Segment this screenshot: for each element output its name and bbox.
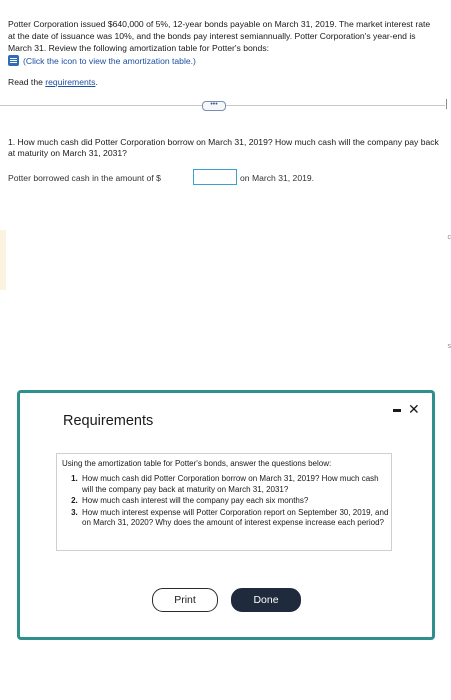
- table-icon[interactable]: [8, 55, 19, 66]
- requirement-item: 3. How much interest expense will Potter Corporation report on September 30, 2019, and on March 31, 2020? Why does the amount of interest expense increase each period?: [80, 508, 390, 529]
- question-1: 1. How much cash did Potter Corporation borrow on March 31, 2019? How much cash will the company pay back at maturity on March 31, 2031?: [8, 137, 439, 158]
- requirements-lead: Using the amortization table for Potter's bonds, answer the questions below:: [62, 459, 332, 468]
- close-icon[interactable]: ✕: [408, 401, 420, 417]
- read-suffix: .: [95, 77, 98, 87]
- requirements-list: [62, 474, 390, 530]
- read-prefix: Read the: [8, 77, 46, 87]
- problem-statement: Potter Corporation issued $640,000 of 5%, 12-year bonds payable on March 31, 2019. The market interest rate at the date of issuance was 10%, and the bonds pay interest semiannually. Potter Corporation's year-end is March 31. Review the following amortization table for Potter's bonds:: [8, 19, 431, 53]
- answer-suffix: on March 31, 2019.: [240, 173, 315, 183]
- minimize-icon[interactable]: [393, 409, 401, 412]
- divider-edge-mark: [446, 99, 447, 109]
- done-button[interactable]: Done: [231, 588, 301, 612]
- expand-button[interactable]: •••: [202, 101, 226, 111]
- amortization-table-link[interactable]: [8, 55, 196, 66]
- amortization-table-link-text[interactable]: (Click the icon to view the amortization table.): [23, 55, 196, 66]
- left-edge-highlight: [0, 230, 6, 290]
- requirements-dialog: [17, 390, 435, 640]
- side-mark-bottom: s: [447, 343, 451, 350]
- requirements-link[interactable]: requirements: [45, 77, 96, 87]
- answer-prefix: Potter borrowed cash in the amount of $: [8, 173, 161, 183]
- print-button[interactable]: Print: [152, 588, 218, 612]
- requirement-item: 1. How much cash did Potter Corporation borrow on March 31, 2019? How much cash will the company pay back at maturity on March 31, 2031?: [80, 474, 390, 495]
- amount-borrowed-input[interactable]: [193, 169, 237, 185]
- read-requirements-line: [8, 77, 98, 87]
- side-mark-top: c: [447, 234, 451, 241]
- dialog-title: Requirements: [63, 413, 154, 429]
- requirements-box: [56, 453, 392, 551]
- requirement-item: 2. How much cash interest will the company pay each six months?: [80, 496, 390, 507]
